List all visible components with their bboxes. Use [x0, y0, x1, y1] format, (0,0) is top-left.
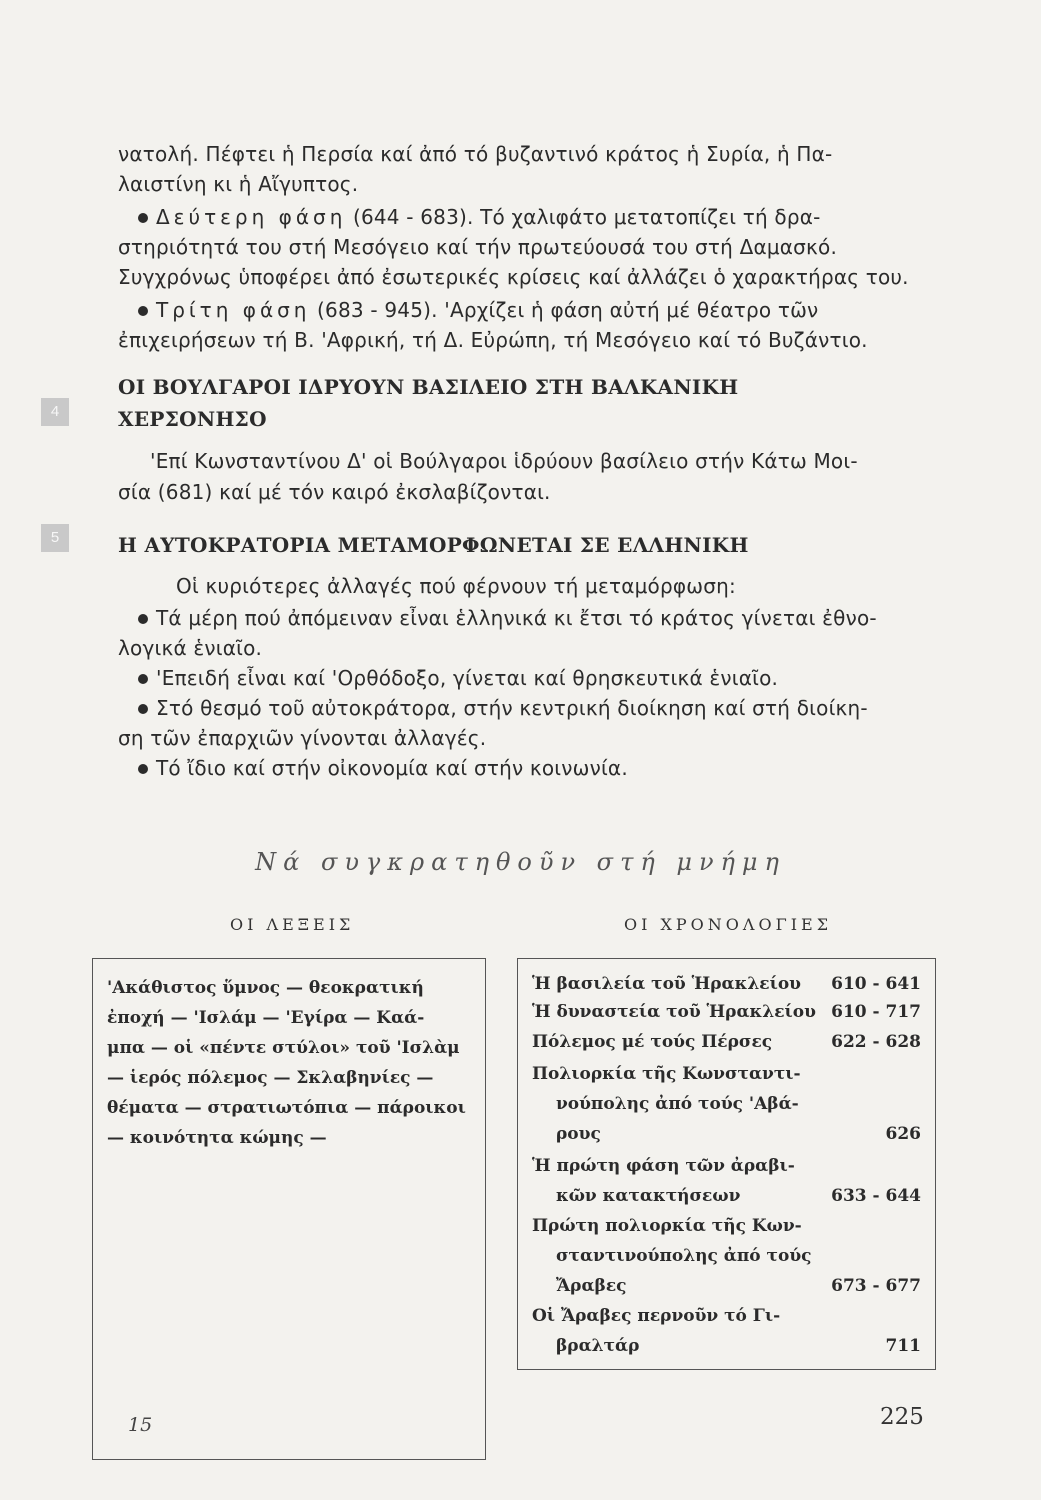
phase-2-label: Δεύτερη φάση	[156, 205, 347, 229]
words-line: ἐποχή — 'Ισλάμ — 'Εγίρα — Καά-	[107, 1008, 425, 1028]
phase-3-label: Τρίτη φάση	[156, 298, 311, 322]
bullet-3-text: Στό θεσμό τοῦ αὐτοκράτορα, στήν κεντρική διοίκηση καί στή διοίκη-	[156, 696, 868, 720]
date-event: Πρώτη πολιορκία τῆς Κων-	[532, 1216, 802, 1236]
date-event: Πόλεμος μέ τούς Πέρσες	[532, 1032, 773, 1052]
words-line: μπα — οἱ «πέντε στύλοι» τοῦ 'Ισλὰμ	[107, 1038, 460, 1058]
bullet-1-text: Τά μέρη πού ἀπόμειναν εἶναι ἑλληνικά κι ἔτσι τό κράτος γίνεται ἐθνο-	[156, 606, 877, 630]
dates-heading: ΟΙ ΧΡΟΝΟΛΟΓΙΕΣ	[624, 915, 832, 934]
section-4-title-line-1: ΟΙ ΒΟΥΛΓΑΡΟΙ ΙΔΡΥΟΥΝ ΒΑΣΙΛΕΙΟ ΣΤΗ ΒΑΛΚΑΝΙΚΗ	[118, 375, 739, 399]
section-4-title-line-2: ΧΕΡΣΟΝΗΣΟ	[118, 407, 267, 431]
date-event: Οἱ Ἄραβες περνοῦν τό Γι-	[532, 1306, 781, 1326]
section-4-text-line-1: 'Επί Κωνσταντίνου Δ' οἱ Βούλγαροι ἱδρύουν βασίλειο στήν Κάτω Μοι-	[150, 449, 858, 473]
date-event: Πολιορκία τῆς Κωνσταντι-	[532, 1064, 801, 1084]
date-year: 626	[885, 1124, 921, 1144]
words-line: — κοινότητα κώμης —	[107, 1128, 327, 1148]
phase-2-line-3: Συγχρόνως ὑποφέρει ἀπό ἐσωτερικές κρίσεις καί ἀλλάζει ὁ χαρακτήρας του.	[118, 265, 909, 289]
bullet-4-text: Τό ἴδιο καί στήν οἰκονομία καί στήν κοινωνία.	[156, 756, 628, 780]
section-4-text-line-2: σία (681) καί μέ τόν καιρό ἐκσλαβίζονται.	[118, 480, 551, 504]
date-event-cont: σταντινούπολης ἀπό τούς	[556, 1246, 812, 1266]
section-5-marker: 5	[41, 524, 69, 552]
bullet-icon	[138, 213, 148, 223]
section-5-bullet-3-cont: ση τῶν ἐπαρχιῶν γίνονται ἀλλαγές.	[118, 726, 487, 750]
section-5-bullet-1-cont: λογικά ἑνιαῖο.	[118, 636, 263, 660]
date-year: 711	[885, 1336, 921, 1356]
date-year: 610 - 717	[831, 1002, 921, 1022]
date-year: 673 - 677	[831, 1276, 921, 1296]
section-5-intro: Οἱ κυριότερες ἀλλαγές πού φέρνουν τή μεταμόρφωση:	[176, 574, 736, 598]
date-event-cont: Ἄραβες	[556, 1276, 627, 1296]
section-5-bullet-1	[138, 604, 877, 632]
bullet-icon	[138, 306, 148, 316]
date-event-cont: κῶν κατακτήσεων	[556, 1186, 741, 1206]
phase-3-line-2: ἐπιχειρήσεων τή Β. 'Αφρική, τή Δ. Εὐρώπη, τή Μεσόγειο καί τό Βυζάντιο.	[118, 328, 868, 352]
section-5-bullet-2	[138, 664, 778, 692]
words-line: 'Ακάθιστος ὕμνος — θεοκρατική	[107, 978, 424, 998]
phase-3-text: (683 - 945). 'Αρχίζει ἡ φάση αὐτή μέ θέατρο τῶν	[317, 298, 819, 322]
remember-title: Νά συγκρατηθοῦν στή μνήμη	[255, 848, 786, 876]
signature-mark: 15	[128, 1414, 153, 1436]
phase-2-text: (644 - 683). Τό χαλιφάτο μετατοπίζει τή δρα-	[352, 205, 821, 229]
bullet-icon	[138, 764, 148, 774]
section-5-bullet-4	[138, 754, 628, 782]
dates-box	[517, 958, 936, 1370]
bullet-2-text: 'Επειδή εἶναι καί 'Ορθόδοξο, γίνεται καί θρησκευτικά ἑνιαῖο.	[156, 666, 779, 690]
phase-3-line-1	[138, 296, 818, 324]
phase-2-line-1	[138, 203, 821, 231]
words-line: — ἱερός πόλεμος — Σκλαβηνίες —	[107, 1068, 434, 1088]
date-event: Ἡ πρώτη φάση τῶν ἀραβι-	[532, 1156, 795, 1176]
bullet-icon	[138, 614, 148, 624]
date-event: Ἡ βασιλεία τοῦ Ἡρακλείου	[532, 974, 801, 994]
date-year: 622 - 628	[831, 1032, 921, 1052]
words-heading: ΟΙ ΛΕΞΕΙΣ	[230, 915, 355, 934]
bullet-icon	[138, 704, 148, 714]
date-event-cont: νούπολης ἀπό τούς 'Αβά-	[556, 1094, 799, 1114]
bullet-icon	[138, 674, 148, 684]
intro-line-1: νατολή. Πέφτει ἡ Περσία καί ἀπό τό βυζαντινό κράτος ἡ Συρία, ἡ Πα-	[118, 142, 833, 166]
date-event-cont: ρους	[556, 1124, 601, 1144]
section-4-marker: 4	[41, 398, 69, 426]
page-number: 225	[880, 1404, 924, 1430]
date-event-cont: βραλτάρ	[556, 1336, 640, 1356]
section-5-title: Η ΑΥΤΟΚΡΑΤΟΡΙΑ ΜΕΤΑΜΟΡΦΩΝΕΤΑΙ ΣΕ ΕΛΛΗΝΙΚΗ	[118, 533, 749, 557]
phase-2-line-2: στηριότητά του στή Μεσόγειο καί τήν πρωτεύουσά του στή Δαμασκό.	[118, 235, 837, 259]
intro-line-2: λαιστίνη κι ἡ Αἴγυπτος.	[118, 172, 359, 196]
section-5-bullet-3	[138, 694, 868, 722]
date-event: Ἡ δυναστεία τοῦ Ἡρακλείου	[532, 1002, 816, 1022]
words-box	[92, 958, 486, 1460]
date-year: 610 - 641	[831, 974, 921, 994]
date-year: 633 - 644	[831, 1186, 921, 1206]
words-line: θέματα — στρατιωτόπια — πάροικοι	[107, 1098, 466, 1118]
